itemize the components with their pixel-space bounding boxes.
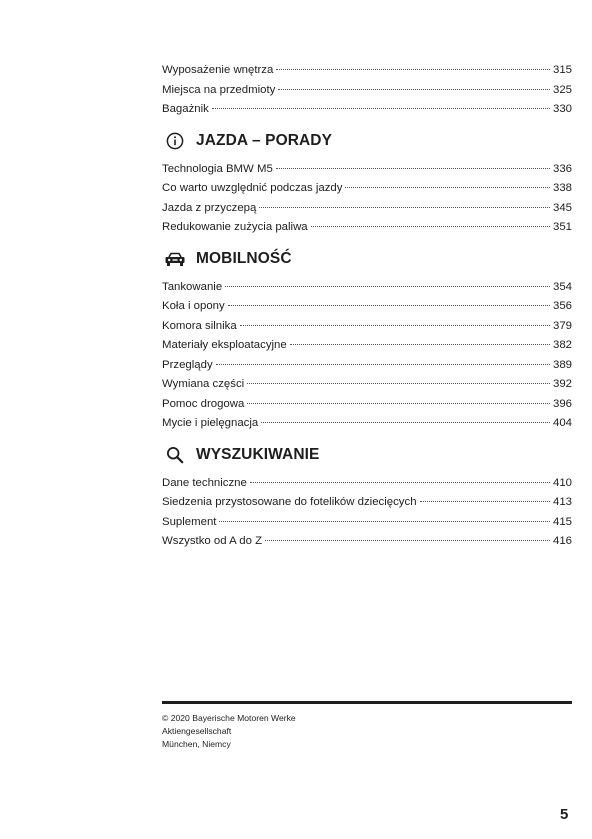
car-icon xyxy=(164,248,186,270)
toc-entry[interactable] xyxy=(162,61,572,81)
section-header-mobility xyxy=(162,240,572,278)
toc-entry-page: 315 xyxy=(552,64,572,76)
toc-entry[interactable] xyxy=(162,100,572,120)
dot-leader xyxy=(259,206,550,208)
toc-entry-page: 354 xyxy=(552,280,572,293)
toc-entry[interactable] xyxy=(162,336,572,356)
toc-entry-title: Materiały eksploatacyjne xyxy=(162,339,287,351)
dot-leader xyxy=(216,363,550,365)
toc-entry-title: Tankowanie xyxy=(162,280,223,293)
table-of-contents xyxy=(162,61,572,552)
toc-entry[interactable] xyxy=(162,375,572,395)
copyright-line-clipped xyxy=(162,738,296,749)
dot-leader xyxy=(345,186,550,188)
search-icon xyxy=(164,444,186,466)
toc-group-mobility xyxy=(162,278,572,434)
info-circle-icon xyxy=(164,130,186,152)
dot-leader xyxy=(265,539,550,541)
section-heading: JAZDA – PORADY xyxy=(196,131,333,149)
toc-entry[interactable] xyxy=(162,395,572,415)
toc-entry-title: Wszystko od A do Z xyxy=(162,535,263,547)
toc-entry[interactable] xyxy=(162,532,572,552)
toc-entry[interactable] xyxy=(162,160,572,180)
dot-leader xyxy=(240,324,550,326)
toc-entry[interactable] xyxy=(162,356,572,376)
toc-entry-title: Przeglądy xyxy=(162,358,213,371)
toc-entry[interactable] xyxy=(162,278,572,298)
toc-group-interior xyxy=(162,61,572,120)
dot-leader xyxy=(212,107,550,109)
section-header-driving xyxy=(162,122,572,160)
toc-entry-title: Siedzenia przystosowane do fotelików dziecięcych xyxy=(162,496,417,508)
toc-entry-page: 415 xyxy=(552,515,572,528)
toc-entry[interactable] xyxy=(162,297,572,317)
toc-entry-page: 404 xyxy=(552,417,572,429)
copyright-line: © 2020 Bayerische Motoren Werke xyxy=(162,713,296,723)
toc-entry-page: 413 xyxy=(552,496,572,508)
toc-entry[interactable] xyxy=(162,474,572,494)
toc-entry[interactable] xyxy=(162,179,572,199)
toc-entry-title: Koła i opony xyxy=(162,300,225,312)
page-number: 5 xyxy=(560,806,569,823)
toc-entry-title: Wymiana części xyxy=(162,378,245,390)
dot-leader xyxy=(276,68,550,70)
dot-leader xyxy=(278,88,550,90)
toc-entry-title: Co warto uwzględnić podczas jazdy xyxy=(162,182,343,194)
toc-entry[interactable] xyxy=(162,513,572,533)
dot-leader xyxy=(225,285,550,287)
toc-entry-page: 379 xyxy=(552,319,572,332)
footer-divider xyxy=(162,701,572,704)
copyright-line: München, Niemcy xyxy=(162,739,231,749)
toc-entry[interactable] xyxy=(162,199,572,219)
toc-entry-page: 389 xyxy=(552,358,572,371)
dot-leader xyxy=(420,500,550,502)
toc-entry[interactable] xyxy=(162,81,572,101)
dot-leader xyxy=(276,167,550,169)
dot-leader xyxy=(219,520,550,522)
toc-entry-title: Komora silnika xyxy=(162,319,237,332)
toc-entry-page: 338 xyxy=(552,182,572,194)
toc-entry-title: Mycie i pielęgnacja xyxy=(162,417,259,429)
toc-entry-page: 392 xyxy=(552,378,572,390)
dot-leader xyxy=(311,225,550,227)
dot-leader xyxy=(228,304,550,306)
toc-entry[interactable] xyxy=(162,414,572,434)
dot-leader xyxy=(250,481,550,483)
toc-entry-page: 416 xyxy=(552,535,572,547)
dot-leader xyxy=(247,402,550,404)
toc-entry-title: Jazda z przyczepą xyxy=(162,201,257,214)
toc-group-search xyxy=(162,474,572,552)
dot-leader xyxy=(261,421,550,423)
toc-entry[interactable] xyxy=(162,317,572,337)
section-heading: MOBILNOŚĆ xyxy=(196,249,292,267)
copyright-line: Aktiengesellschaft xyxy=(162,726,232,736)
toc-group-driving xyxy=(162,160,572,238)
toc-entry-title: Suplement xyxy=(162,515,217,528)
toc-entry-page: 330 xyxy=(552,103,572,115)
toc-entry-page: 336 xyxy=(552,162,572,175)
toc-entry-title: Redukowanie zużycia paliwa xyxy=(162,221,308,233)
toc-entry-title: Technologia BMW M5 xyxy=(162,162,273,175)
toc-entry-page: 410 xyxy=(552,476,572,489)
toc-entry-page: 356 xyxy=(552,300,572,312)
toc-entry-page: 345 xyxy=(552,201,572,214)
toc-entry[interactable] xyxy=(162,493,572,513)
toc-entry[interactable] xyxy=(162,218,572,238)
dot-leader xyxy=(290,343,550,345)
toc-entry-page: 325 xyxy=(552,83,572,96)
copyright-notice xyxy=(162,712,296,749)
toc-entry-page: 351 xyxy=(552,221,572,233)
dot-leader xyxy=(247,382,550,384)
section-header-search xyxy=(162,436,572,474)
toc-entry-title: Dane techniczne xyxy=(162,476,247,489)
toc-entry-page: 382 xyxy=(552,339,572,351)
section-heading: WYSZUKIWANIE xyxy=(196,445,320,463)
toc-entry-page: 396 xyxy=(552,397,572,410)
toc-entry-title: Miejsca na przedmioty xyxy=(162,83,276,96)
toc-entry-title: Pomoc drogowa xyxy=(162,397,245,410)
toc-entry-title: Bagażnik xyxy=(162,103,209,115)
toc-entry-title: Wyposażenie wnętrza xyxy=(162,64,274,76)
